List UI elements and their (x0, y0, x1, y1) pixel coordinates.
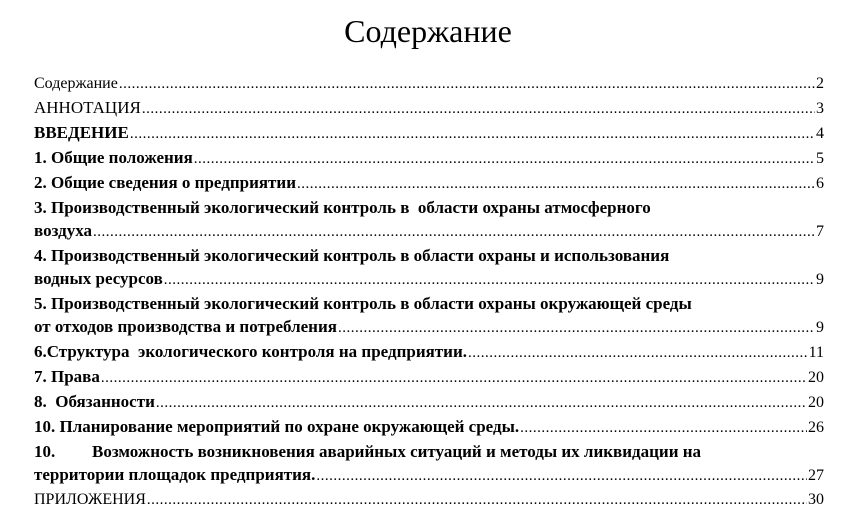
entry-title: 10. Планирование мероприятий по охране окружающей среды. (34, 417, 520, 436)
page-number: 20 (808, 369, 824, 386)
toc-entry-1[interactable] (34, 146, 824, 171)
entry-number: 10. (34, 442, 56, 461)
entry-title: 1. Общие положения (34, 148, 193, 167)
page-title: Содержание (344, 13, 512, 49)
entry-title: ПРИЛОЖЕНИЯ (34, 491, 146, 508)
dot-leader (194, 148, 815, 171)
entry-title-line1: 3. Производственный экологический контроль в области охраны атмосферного (34, 198, 651, 217)
entry-title: АННОТАЦИЯ (34, 98, 141, 117)
dot-leader (164, 269, 815, 292)
page-number: 27 (808, 467, 824, 484)
entry-title-line1: 4. Производственный экологический контроль в области охраны и использования (34, 246, 670, 265)
dot-leader (147, 489, 807, 512)
toc-entry-2[interactable] (34, 171, 824, 196)
entry-title-line2: от отходов производства и потребления (34, 317, 337, 336)
entry-title-line2: территории площадок предприятия. (34, 465, 316, 484)
entry-title-line1: Возможность возникновения аварийных ситуаций и методы их ликвидации на (92, 442, 702, 461)
toc-entry-8[interactable] (34, 390, 824, 415)
page-number: 20 (808, 394, 824, 411)
toc-entry-10-emergency[interactable] (34, 440, 824, 488)
page-number: 6 (816, 175, 824, 192)
dot-leader (119, 73, 815, 96)
dot-leader (297, 173, 815, 196)
dot-leader (130, 123, 815, 146)
page-number: 3 (816, 100, 824, 117)
dot-leader (338, 317, 815, 340)
dot-leader (520, 417, 807, 440)
entry-title: 8. Обязанности (34, 392, 155, 411)
entry-title: 2. Общие сведения о предприятии (34, 173, 296, 192)
page-number: 9 (816, 319, 824, 336)
toc-entry-appendices[interactable] (34, 488, 824, 512)
page-number: 11 (808, 344, 824, 361)
dot-leader (468, 342, 808, 365)
dot-leader (101, 367, 807, 390)
dot-leader (93, 221, 815, 244)
toc-entry-3[interactable] (34, 196, 824, 244)
toc-entry-5[interactable] (34, 292, 824, 340)
toc-entry-introduction[interactable] (34, 121, 824, 146)
page-number: 30 (808, 491, 824, 508)
toc-entry-10-planning[interactable] (34, 415, 824, 440)
dot-leader (316, 465, 807, 488)
page-number: 2 (816, 75, 824, 92)
entry-title-line1: 5. Производственный экологический контроль в области охраны окружающей среды (34, 294, 692, 313)
dot-leader (156, 392, 807, 415)
entry-title: ВВЕДЕНИЕ (34, 123, 129, 142)
entry-title: Содержание (34, 75, 118, 92)
toc-entry-contents[interactable] (34, 72, 824, 96)
toc-entry-7[interactable] (34, 365, 824, 390)
entry-title-line2: водных ресурсов (34, 269, 163, 288)
toc-entry-4[interactable] (34, 244, 824, 292)
page-number: 26 (808, 419, 824, 436)
entry-title-line2: воздуха (34, 221, 92, 240)
page-number: 4 (816, 125, 824, 142)
entry-title: 6.Структура экологического контроля на предприятии. (34, 342, 468, 361)
toc-entry-annotation[interactable] (34, 96, 824, 121)
page-number: 5 (816, 150, 824, 167)
entry-title: 7. Права (34, 367, 100, 386)
toc-entry-6[interactable] (34, 340, 824, 365)
page-number: 9 (816, 271, 824, 288)
page-number: 7 (816, 223, 824, 240)
table-of-contents (34, 72, 824, 512)
dot-leader (142, 98, 815, 121)
